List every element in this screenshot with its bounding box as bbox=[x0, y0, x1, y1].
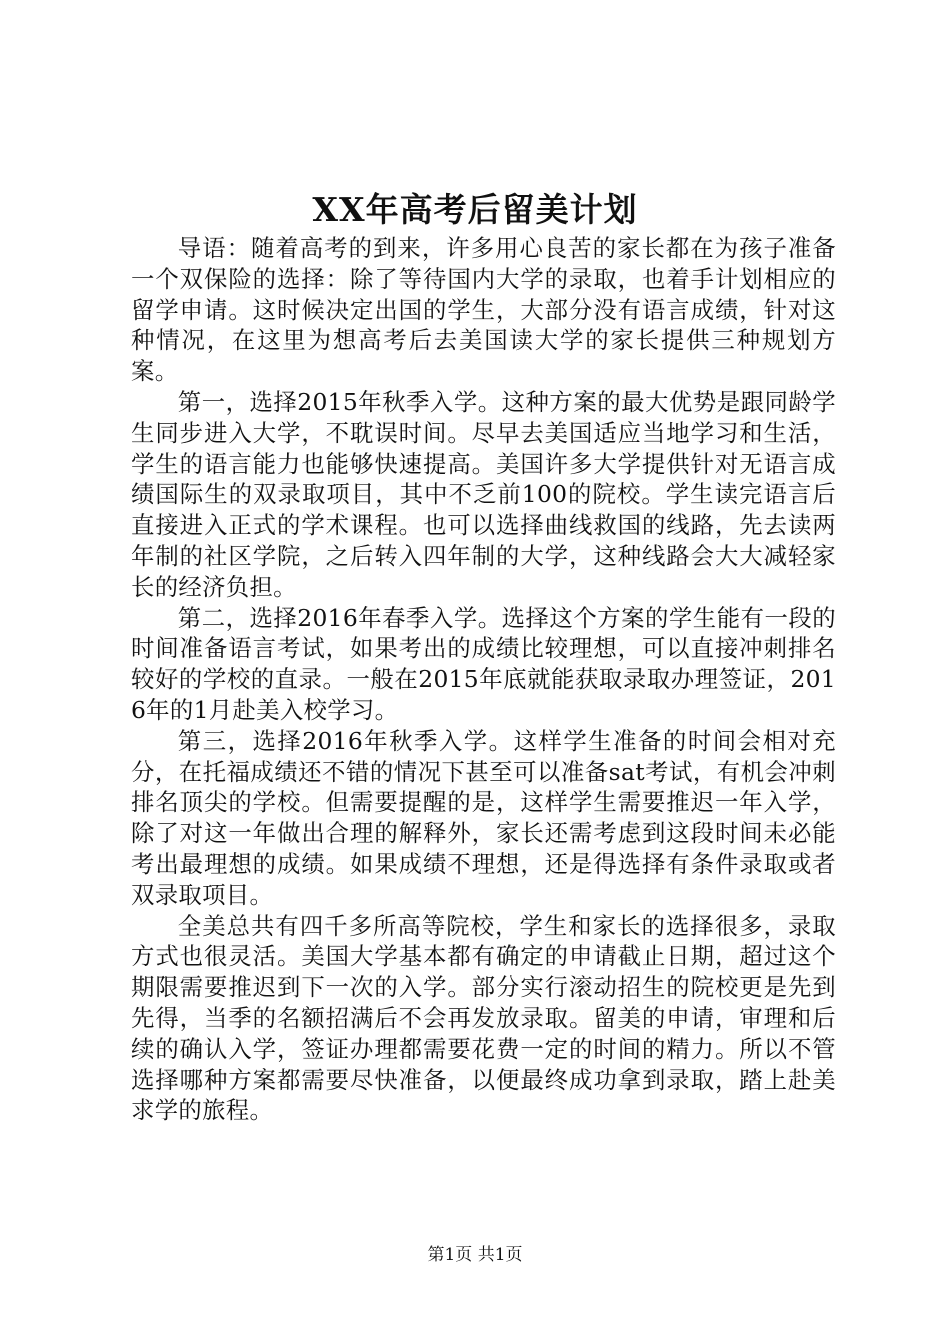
paragraph-option-3: 第三，选择2016年秋季入学。这样学生准备的时间会相对充分，在托福成绩还不错的情况下甚至可以准备sat考试，有机会冲刺排名顶尖的学校。但需要提醒的是，这样学生需要推迟一年入学，除了对这一年做出合理的解释外，家长还需考虑到这段时间未必能考出最理想的成绩。如果成绩不理想，还是得选择有条件录取或者双录取项目。 bbox=[131, 726, 836, 909]
page-footer: 第1页 共1页 bbox=[427, 1245, 523, 1265]
paragraph-intro: 导语：随着高考的到来，许多用心良苦的家长都在为孩子准备一个双保险的选择：除了等待国内大学的录取，也着手计划相应的留学申请。这时候决定出国的学生，大部分没有语言成绩，针对这种情况，在这里为想高考后去美国读大学的家长提供三种规划方案。 bbox=[131, 234, 836, 386]
paragraph-option-2: 第二，选择2016年春季入学。选择这个方案的学生能有一段的时间准备语言考试，如果考出的成绩比较理想，可以直接冲刺排名较好的学校的直录。一般在2015年底就能获取录取办理签证，2016年的1月赴美入校学习。 bbox=[131, 603, 836, 724]
paragraph-option-1: 第一，选择2015年秋季入学。这种方案的最大优势是跟同龄学生同步进入大学，不耽误时间。尽早去美国适应当地学习和生活，学生的语言能力也能够快速提高。美国许多大学提供针对无语言成绩国际生的双录取项目，其中不乏前100的院校。学生读完语言后直接进入正式的学术课程。也可以选择曲线救国的线路，先去读两年制的社区学院，之后转入四年制的大学，这种线路会大大减轻家长的经济负担。 bbox=[131, 387, 836, 601]
document-body bbox=[131, 233, 836, 1126]
paragraph-conclusion: 全美总共有四千多所高等院校，学生和家长的选择很多，录取方式也很灵活。美国大学基本都有确定的申请截止日期，超过这个期限需要推迟到下一次的入学。部分实行滚动招生的院校更是先到先得，当季的名额招满后不会再发放录取。留美的申请，审理和后续的确认入学，签证办理都需要花费一定的时间的精力。所以不管选择哪种方案都需要尽快准备，以便最终成功拿到录取，踏上赴美求学的旅程。 bbox=[131, 911, 836, 1125]
document-title: XX年高考后留美计划 bbox=[312, 190, 638, 229]
